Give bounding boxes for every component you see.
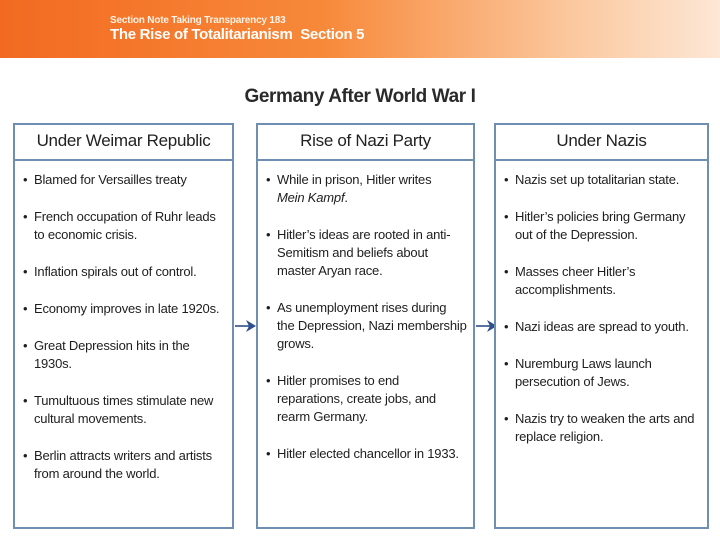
list-item: • Hitler elected chancellor in 1933.	[264, 445, 467, 463]
list-item: • Nazis set up totalitarian state.	[502, 171, 701, 189]
list-item: • As unemployment rises during the Depression, Nazi membership grows.	[264, 299, 467, 353]
banner-subtitle: Section Note Taking Transparency 183	[110, 15, 286, 26]
list-item: • Berlin attracts writers and artists from around the world.	[21, 447, 226, 483]
bullet-list	[496, 161, 707, 446]
list-item: • French occupation of Ruhr leads to economic crisis.	[21, 208, 226, 244]
list-item	[264, 171, 467, 207]
list-item: • Economy improves in late 1920s.	[21, 300, 226, 318]
list-item: • Nuremburg Laws launch persecution of Jews.	[502, 355, 701, 391]
column-heading: Under Nazis	[496, 125, 707, 161]
item-punctuation: .	[344, 190, 348, 205]
header-banner	[0, 0, 720, 58]
bullet-list	[15, 161, 232, 483]
list-item: • Nazi ideas are spread to youth.	[502, 318, 701, 336]
list-item: • Tumultuous times stimulate new cultural movements.	[21, 392, 226, 428]
column-under-nazis	[494, 123, 709, 529]
book-title: Mein Kampf	[277, 190, 345, 205]
diagram-title: Germany After World War I	[244, 86, 476, 107]
list-item: • Great Depression hits in the 1930s.	[21, 337, 226, 373]
list-item: • Nazis try to weaken the arts and replace religion.	[502, 410, 701, 446]
list-item: • Inflation spirals out of control.	[21, 263, 226, 281]
column-heading: Under Weimar Republic	[15, 125, 232, 161]
list-item: • Hitler’s policies bring Germany out of the Depression.	[502, 208, 701, 244]
bullet-list	[258, 161, 473, 463]
list-item: • Hitler’s ideas are rooted in anti-Semitism and beliefs about master Aryan race.	[264, 226, 467, 280]
list-item: • Blamed for Versailles treaty	[21, 171, 226, 189]
item-text: While in prison, Hitler writes	[277, 172, 432, 187]
column-rise-of-nazi-party	[256, 123, 475, 529]
list-item: • Masses cheer Hitler’s accomplishments.	[502, 263, 701, 299]
banner-title: The Rise of Totalitarianism Section 5	[110, 26, 365, 43]
list-item: • Hitler promises to end reparations, create jobs, and rearm Germany.	[264, 372, 467, 426]
column-heading: Rise of Nazi Party	[258, 125, 473, 161]
column-weimar-republic	[13, 123, 234, 529]
right-arrow-icon	[235, 319, 257, 333]
